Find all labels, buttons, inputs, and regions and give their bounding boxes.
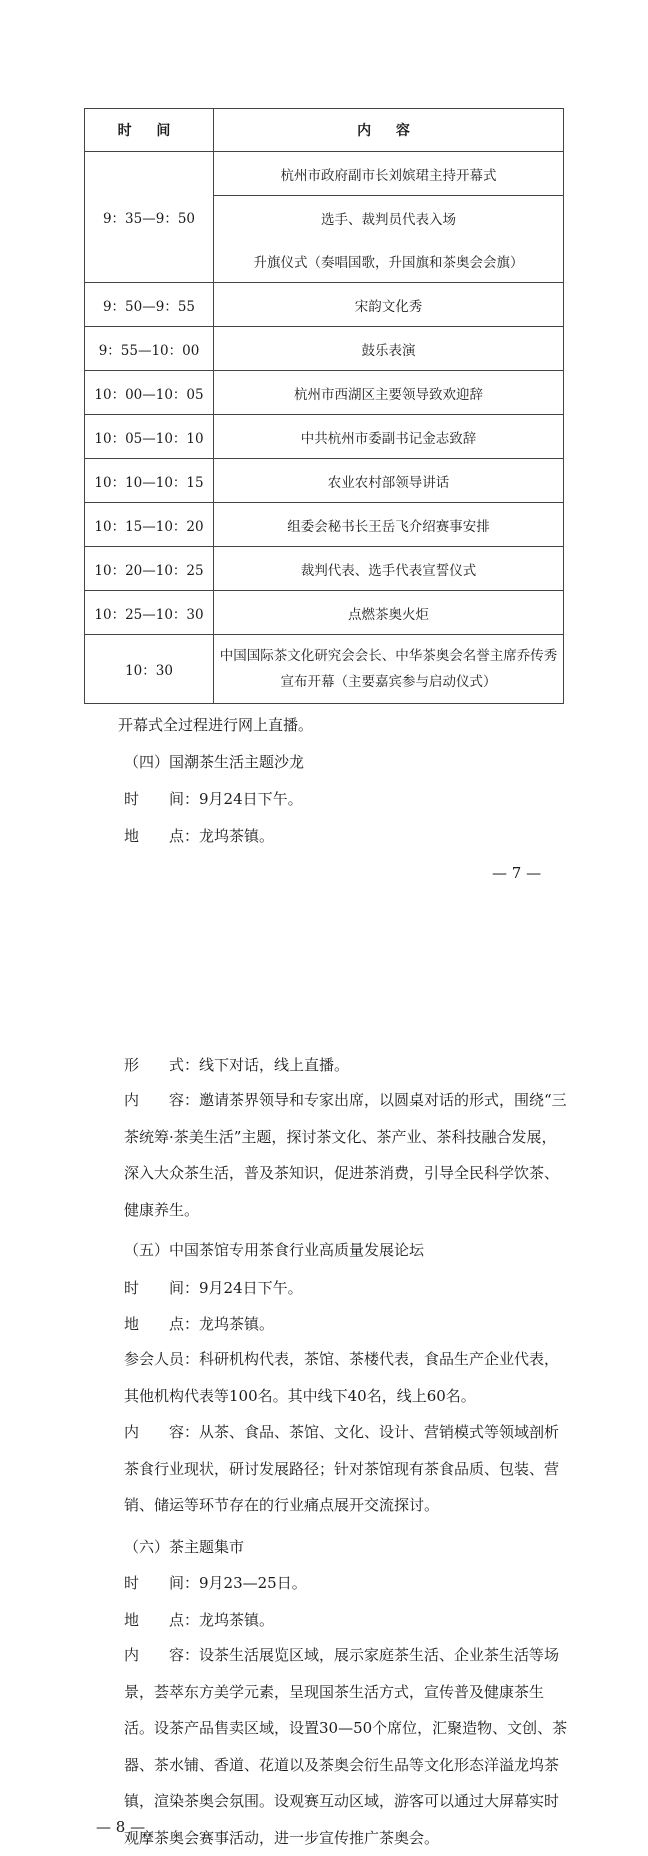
time-cell: 10：00—10：05 <box>85 371 214 415</box>
table-row <box>85 415 564 459</box>
section-5-place: 地 点：龙坞茶镇。 <box>124 1315 275 1333</box>
table-row <box>85 503 564 547</box>
section-5-content <box>124 1414 570 1524</box>
section-6-content-text: 内 容：设茶生活展览区域，展示家庭茶生活、企业茶生活等场景，荟萃东方美学元素，呈现国茶生活方式，宣传普及健康茶生活。设茶产品售卖区域，设置30—50个席位，汇聚造物、文创、茶器、茶水铺、香道、花道以及茶奥会衍生品等文化形态洋溢龙坞茶镇，渲染茶奥会氛围。设观赛互动区域，游客可以通过大屏幕实时观摩茶奥会赛事活动，进一步宣传推广茶奥会。 <box>124 1646 568 1847</box>
time-cell: 10：30 <box>85 635 214 704</box>
table-header-row <box>85 109 564 152</box>
page-7 <box>0 0 648 900</box>
section-5-title: （五）中国茶馆专用茶食行业高质量发展论坛 <box>124 1241 425 1259</box>
table-row <box>85 283 564 327</box>
content-cell: 选手、裁判员代表入场 <box>214 196 564 240</box>
table-row <box>85 371 564 415</box>
section-4-time: 时 间：9月24日下午。 <box>124 790 303 808</box>
page-8 <box>0 900 648 1848</box>
section-6-time: 时 间：9月23—25日。 <box>124 1574 307 1592</box>
time-cell: 10：05—10：10 <box>85 415 214 459</box>
content-cell: 中共杭州市委副书记金志致辞 <box>214 415 564 459</box>
content-cell: 裁判代表、选手代表宣誓仪式 <box>214 547 564 591</box>
section-5-participants <box>124 1341 570 1414</box>
content-cell: 升旗仪式（奏唱国歌，升国旗和茶奥会会旗） <box>214 239 564 283</box>
content-cell: 点燃茶奥火炬 <box>214 591 564 635</box>
section-6-title: （六）茶主题集市 <box>124 1538 245 1556</box>
time-cell: 9：35—9：50 <box>85 152 214 283</box>
section-5-content-text: 内 容：从茶、食品、茶馆、文化、设计、营销模式等领域剖析茶食行业现状，研讨发展路径；针对茶馆现有茶食品质、包装、营销、储运等环节存在的行业痛点展开交流探讨。 <box>124 1423 560 1514</box>
table-row <box>85 635 564 704</box>
content-cell: 中国国际茶文化研究会会长、中华茶奥会名誉主席乔传秀宣布开幕（主要嘉宾参与启动仪式） <box>214 635 564 704</box>
section-4-content <box>124 1082 570 1228</box>
time-cell: 10：10—10：15 <box>85 459 214 503</box>
section-5-participants-text: 参会人员：科研机构代表，茶馆、茶楼代表，食品生产企业代表，其他机构代表等100名。其中线下40名，线上60名。 <box>124 1350 560 1405</box>
schedule-table <box>84 108 564 704</box>
page-number: — 7 — <box>492 864 542 882</box>
table-row <box>85 459 564 503</box>
header-time: 时 间 <box>85 109 214 152</box>
table-row <box>85 327 564 371</box>
section-6-place: 地 点：龙坞茶镇。 <box>124 1611 275 1629</box>
section-5-time: 时 间：9月24日下午。 <box>124 1279 303 1297</box>
time-cell: 10：15—10：20 <box>85 503 214 547</box>
content-cell: 农业农村部领导讲话 <box>214 459 564 503</box>
section-6-content <box>124 1637 570 1856</box>
section-4-form: 形 式：线下对话，线上直播。 <box>124 1056 350 1074</box>
content-cell: 杭州市政府副市长刘嫔珺主持开幕式 <box>214 152 564 196</box>
table-row <box>85 591 564 635</box>
page-number: — 8 — <box>96 1818 146 1836</box>
table-row <box>85 547 564 591</box>
time-cell: 9：50—9：55 <box>85 283 214 327</box>
header-content: 内 容 <box>214 109 564 152</box>
content-cell: 鼓乐表演 <box>214 327 564 371</box>
time-cell: 10：25—10：30 <box>85 591 214 635</box>
content-cell: 组委会秘书长王岳飞介绍赛事安排 <box>214 503 564 547</box>
section-4-title: （四）国潮茶生活主题沙龙 <box>124 753 305 771</box>
broadcast-note: 开幕式全过程进行网上直播。 <box>118 716 314 734</box>
content-cell: 杭州市西湖区主要领导致欢迎辞 <box>214 371 564 415</box>
time-cell: 10：20—10：25 <box>85 547 214 591</box>
time-cell: 9：55—10：00 <box>85 327 214 371</box>
section-4-content-text: 内 容：邀请茶界领导和专家出席，以圆桌对话的形式，围绕“三茶统筹·茶美生活”主题，探讨茶文化、茶产业、茶科技融合发展，深入大众茶生活，普及茶知识，促进茶消费，引导全民科学饮茶、健康养生。 <box>124 1091 567 1219</box>
section-4-place: 地 点：龙坞茶镇。 <box>124 827 275 845</box>
table-row <box>85 152 564 196</box>
content-cell: 宋韵文化秀 <box>214 283 564 327</box>
